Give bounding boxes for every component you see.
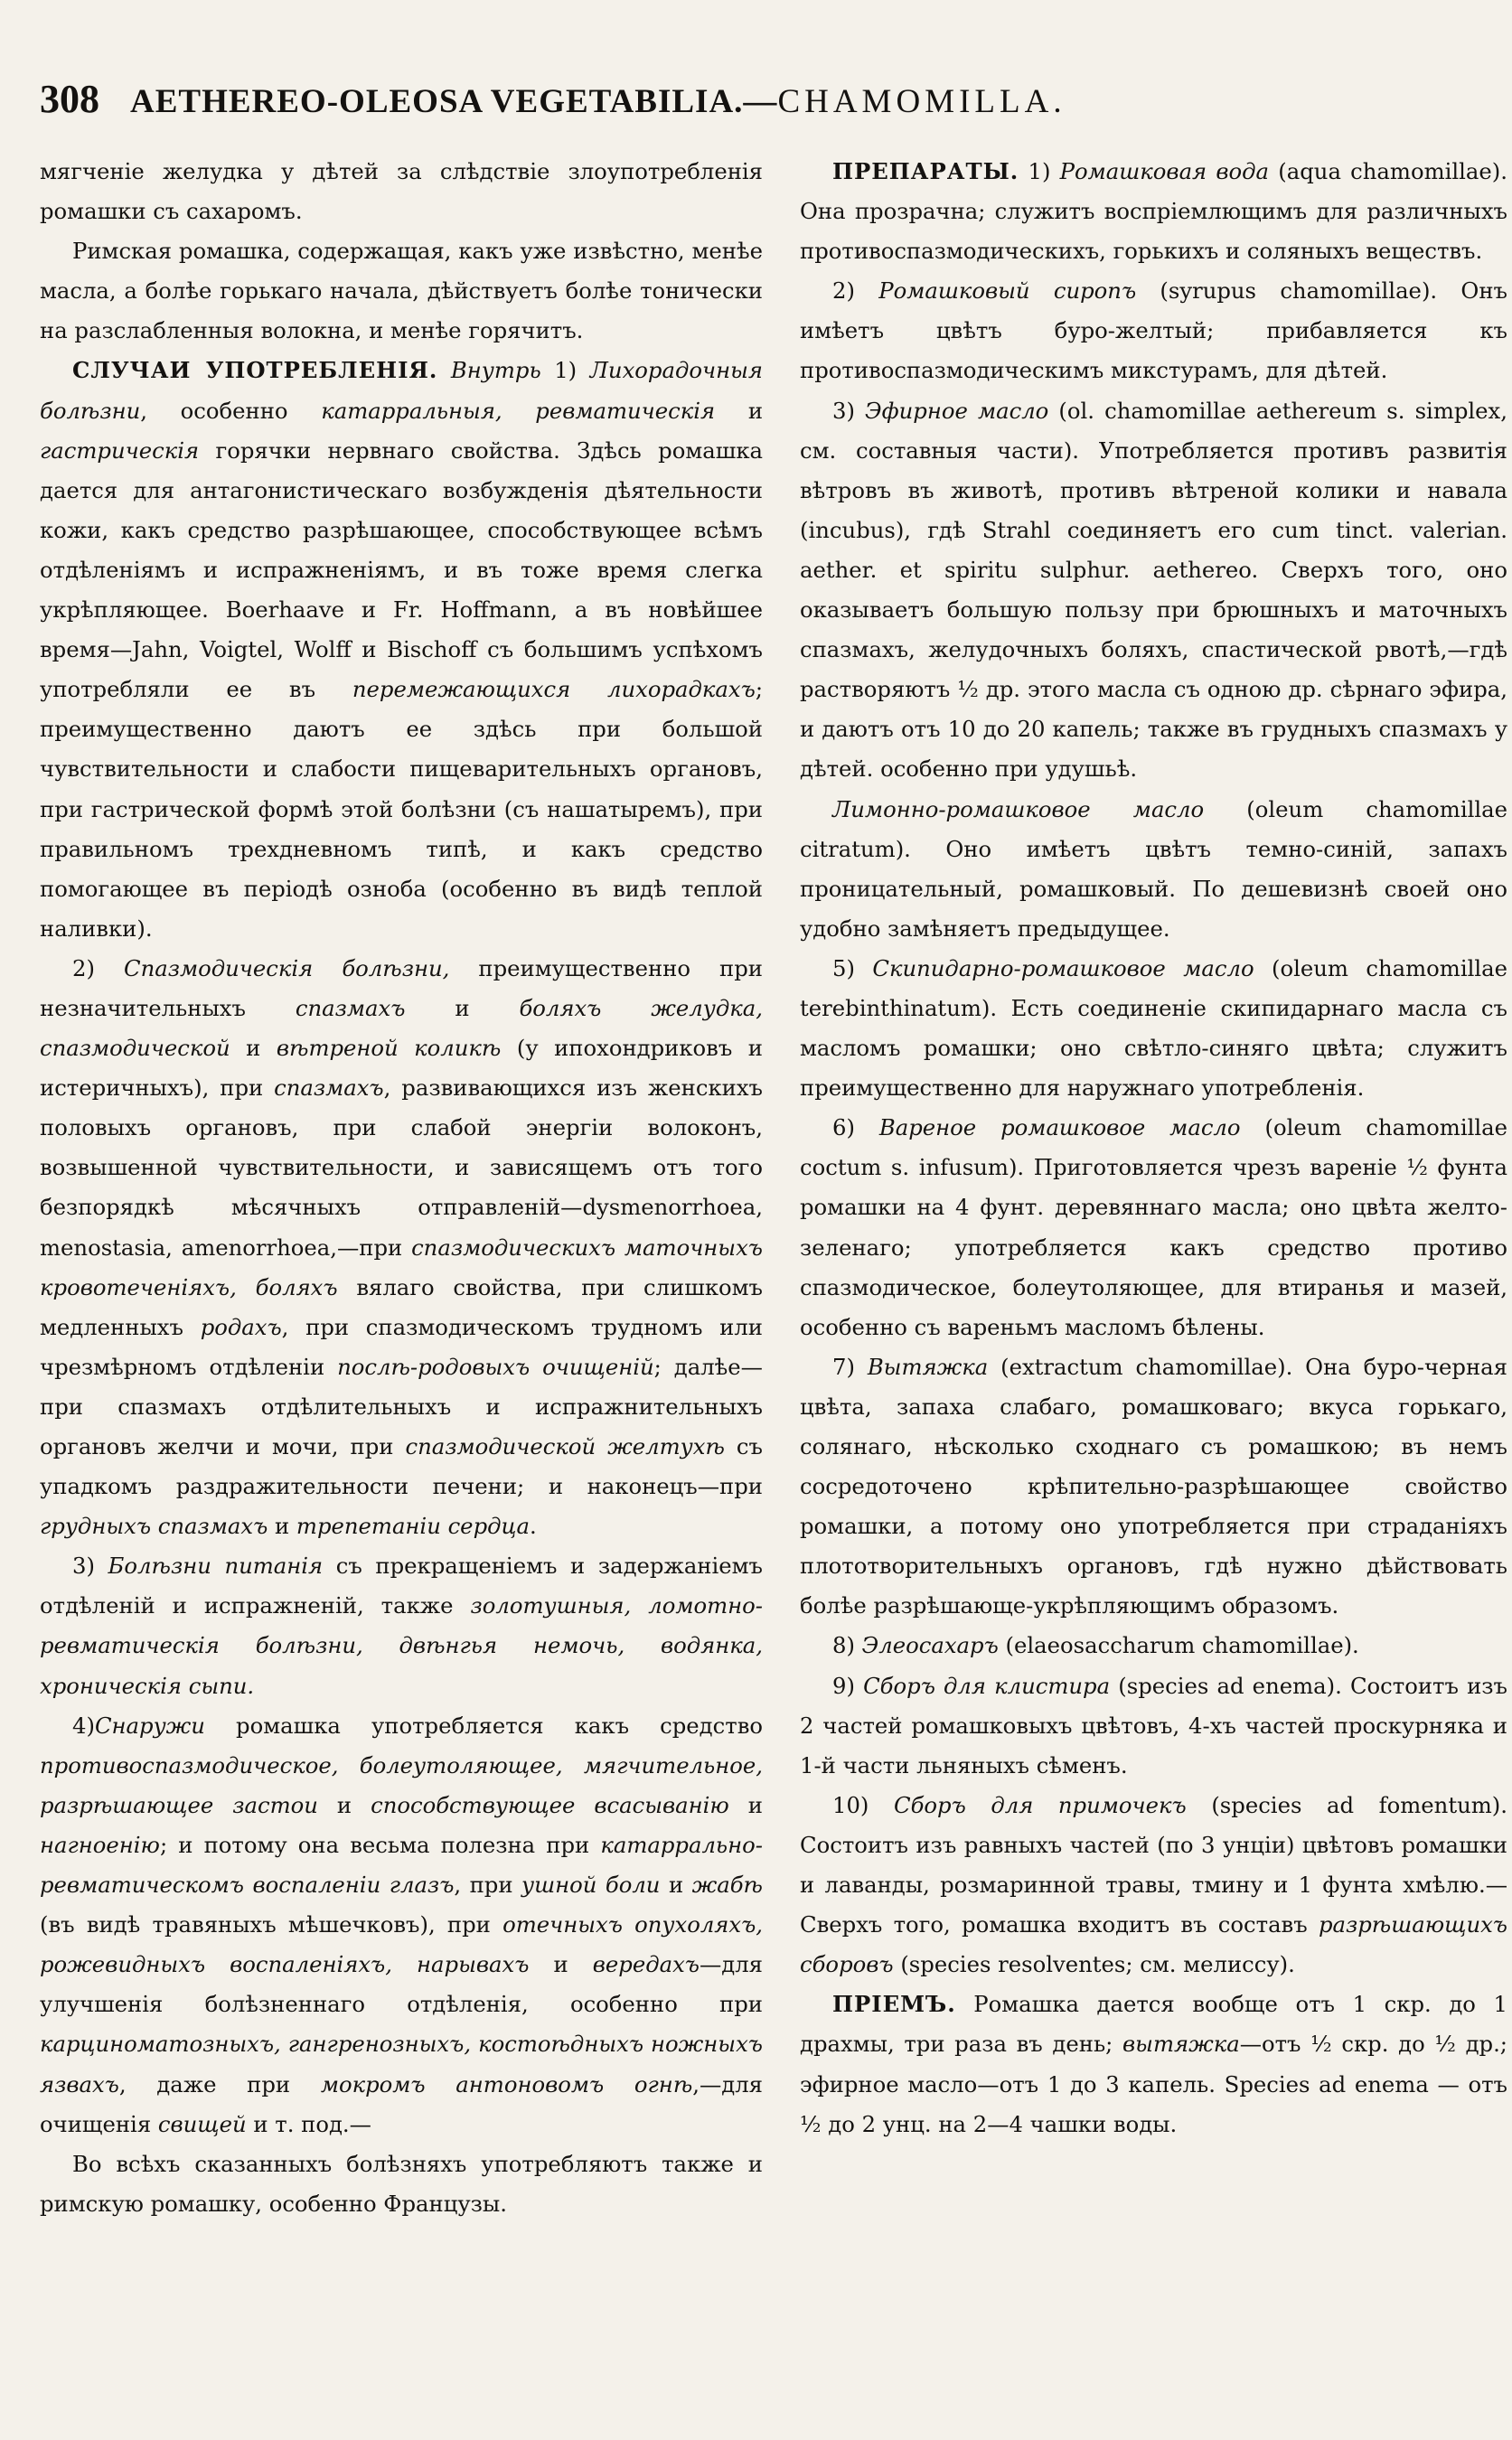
paragraph-dosage: ПРІЕМЪ. Ромашка дается вообще отъ 1 скр. до 1 драхмы, три раза въ день; вытяжка—отъ ½ скр. до ½ др.; эфирное масло—отъ 1 до 3 капель. Species ad enema — отъ ½ до 2 унц. на 2—4 чашки воды.: [800, 1991, 1507, 2137]
paragraph-preparations: ПРЕПАРАТЫ. 1) Ромашковая вода (aqua chamomillae). Она прозрачна; служитъ воспріемлющимъ для различныхъ противоспазмодическихъ, горькихъ и соляныхъ веществъ.: [800, 158, 1507, 265]
paragraph: Римская ромашка, содержащая, какъ уже извѣстно, менѣе масла, а болѣе горькаго начала, дѣйствуетъ болѣе тонически на разслабленныя волокна, и менѣе горячитъ.: [40, 238, 763, 344]
right-column: [800, 152, 1507, 2384]
page-number: 308: [40, 77, 99, 121]
section-heading: ПРЕПАРАТЫ.: [832, 158, 1019, 184]
paragraph: 3) Болѣзни питанія съ прекращеніемъ и задержаніемъ отдѣленій и испражненій, также золотушныя, ломотно-ревматическія болѣзни, двѣнгья немочь, водянка, хроническія сыпи.: [40, 1553, 763, 1699]
paragraph: 6) Вареное ромашковое масло (oleum chamomillae coctum s. infusum). Приготовляется чрезъ вареніе ½ фунта ромашки на 4 фунт. деревяннаго масла; оно цвѣта желто-зеленаго; употребляется какъ средство противо спазмодическое, болеутоляющее, для втиранья и мазей, особенно съ вареньмъ масломъ бѣлены.: [800, 1114, 1507, 1340]
emphasis: Внутрь: [450, 357, 541, 384]
paragraph: 2) Спазмодическія болѣзни, преимущественно при незначительныхъ спазмахъ и боляхъ желудка, спазмодической и вѣтреной коликѣ (у ипохондриковъ и истеричныхъ), при спазмахъ, развивающихся изъ женскихъ половыхъ органовъ, при слабой энергіи волоконъ, возвышенной чувствительности, и зависящемъ отъ того безпорядкѣ мѣсячныхъ отправленій—dysmenorrhoea, menostasia, amenorrhoea,—при спазмодическихъ маточныхъ кровотеченіяхъ, боляхъ вялаго свойства, при слишкомъ медленныхъ родахъ, при спазмодическомъ трудномъ или чрезмѣрномъ отдѣленіи послѣ-родовыхъ очищеній; далѣе—при спазмахъ отдѣлительныхъ и испражнительныхъ органовъ желчи и мочи, при спазмодической желтухѣ съ упадкомъ раздражительности печени; и наконецъ—при грудныхъ спазмахъ и трепетаніи сердца.: [40, 954, 763, 1540]
emphasis: Лихорадочныя болѣзни: [40, 357, 763, 424]
paragraph: 4)Снаружи ромашка употребляется какъ средство противоспазмодическое, болеутоляющее, мягчительное, разрѣшающее застои и способствующее всасыванію и нагноенію; и потому она весьма полезна при катаррально-ревматическомъ воспаленіи глазъ, при ушной боли и жабѣ (въ видѣ травяныхъ мѣшечковъ), при отечныхъ опухоляхъ, рожевидныхъ воспаленіяхъ, нарывахъ и вередахъ—для улучшенія болѣзненнаго отдѣленія, особенно при карциноматозныхъ, гангренозныхъ, костоѣдныхъ ножныхъ язвахъ, даже при мокромъ антоновомъ огнѣ,—для очищенія свищей и т. под.—: [40, 1712, 763, 2137]
paragraph: 5) Скипидарно-ромашковое масло (oleum chamomillae terebinthinatum). Есть соединеніе скипидарнаго масла съ масломъ ромашки; оно свѣтло-синяго цвѣта; служитъ преимущественно для наружнаго употребленія.: [800, 954, 1507, 1102]
emphasis: перемежающихся лихорадкахъ: [352, 676, 756, 703]
paragraph: 7) Вытяжка (extractum chamomillae). Она буро-черная цвѣта, запаха слабаго, ромашковаго; вкуса горькаго, солянаго, нѣсколько сходнаго съ ромашкою; въ немъ сосредоточено крѣпительно-разрѣшающее свойство ромашки, а потому оно употребляется при страданіяхъ плототворительныхъ органовъ, гдѣ нужно дѣйствовать болѣе разрѣшающе-укрѣпляющимъ образомъ.: [800, 1353, 1507, 1619]
running-title-latin: AETHEREO-OLEOSA VEGETABILIA.—: [130, 83, 778, 120]
section-heading: СЛУЧАИ УПОТРЕБЛЕНІЯ.: [72, 357, 438, 384]
paragraph-cases-of-use: СЛУЧАИ УПОТРЕБЛЕНІЯ. Внутрь 1) Лихорадочныя болѣзни, особенно катарральныя, ревматическія и гастрическія горячки нервнаго свойства. Здѣсь ромашка дается для антагонистическаго возбужденія дѣятельности кожи, какъ средство разрѣшающее, способствующее всѣмъ отдѣленіямъ и испражненіямъ, и въ тоже время слегка укрѣпляющее. Boerhaave и Fr. Hoffmann, а въ новѣйшее время—Jahn, Voigtel, Wolff и Bischoff съ большимъ успѣхомъ употребляли ее въ перемежающихся лихорадкахъ; преимущественно даютъ ее здѣсь при большой чувствительности и слабости пищеварительныхъ органовъ, при гастрической формѣ этой болѣзни (съ нашатыремъ), при правильномъ трехдневномъ типѣ, и какъ средство помогающее въ періодѣ озноба (особенно въ видѣ теплой наливки).: [40, 357, 763, 942]
emphasis: катарральныя, ревматическія: [321, 397, 716, 424]
emphasis: гастрическія: [40, 436, 200, 464]
paragraph: 8) Элеосахаръ (elaeosaccharum chamomillae).: [832, 1632, 1359, 1659]
paragraph: 9) Сборъ для клистира (species ad enema). Состоитъ изъ 2 частей ромашковыхъ цвѣтовъ, 4-хъ частей проскурняка и 1-й части льняныхъ сѣменъ.: [800, 1672, 1507, 1778]
running-title: [130, 82, 1066, 121]
paragraph: Во всѣхъ сказанныхъ болѣзняхъ употребляютъ также и римскую ромашку, особенно Французы.: [40, 2150, 763, 2217]
paragraph: 3) Эфирное масло (ol. chamomillae aethereum s. simplex, см. составныя части). Употребляется противъ развитія вѣтровъ въ животѣ, противъ вѣтреной колики и навала (incubus), гдѣ Strahl соединяетъ его cum tinct. valerian. aether. et spiritu sulphur. aethereo. Сверхъ того, оно оказываетъ большую пользу при брюшныхъ и маточныхъ спазмахъ, желудочныхъ боляхъ, спастической рвотѣ,—гдѣ растворяютъ ½ др. этого масла съ одною др. сѣрнаго эфира, и даютъ отъ 10 до 20 капель; также въ грудныхъ спазмахъ у дѣтей. особенно при удушьѣ.: [800, 397, 1507, 783]
paragraph: 10) Сборъ для примочекъ (species ad fomentum). Состоитъ изъ равныхъ частей (по 3 унціи) цвѣтовъ ромашки и лаванды, розмаринной травы, тмину и 1 фунта хмѣлю.—Сверхъ того, ромашка входитъ въ составъ разрѣшающихъ сборовъ (species resolventes; см. мелиссу).: [800, 1791, 1507, 1978]
page-header: [40, 76, 1486, 134]
paragraph: 2) Ромашковый сиропъ (syrupus chamomillae). Онъ имѣетъ цвѣтъ буро-желтый; прибавляется къ противоспазмодическимъ микстурамъ, для дѣтей.: [800, 277, 1507, 384]
paragraph: Лимонно-ромашковое масло (oleum chamomillae citratum). Оно имѣетъ цвѣтъ темно-синій, запахъ проницательный, ромашковый. По дешевизнѣ своей оно удобно замѣняетъ предыдущее.: [800, 795, 1507, 942]
paragraph: мягченіе желудка у дѣтей за слѣдствіе злоупотребленія ромашки съ сахаромъ.: [40, 158, 763, 225]
left-column: [40, 152, 763, 2384]
section-heading: ПРІЕМЪ.: [832, 1991, 956, 2018]
running-title-subject: CHAMOMILLA.: [777, 83, 1066, 120]
